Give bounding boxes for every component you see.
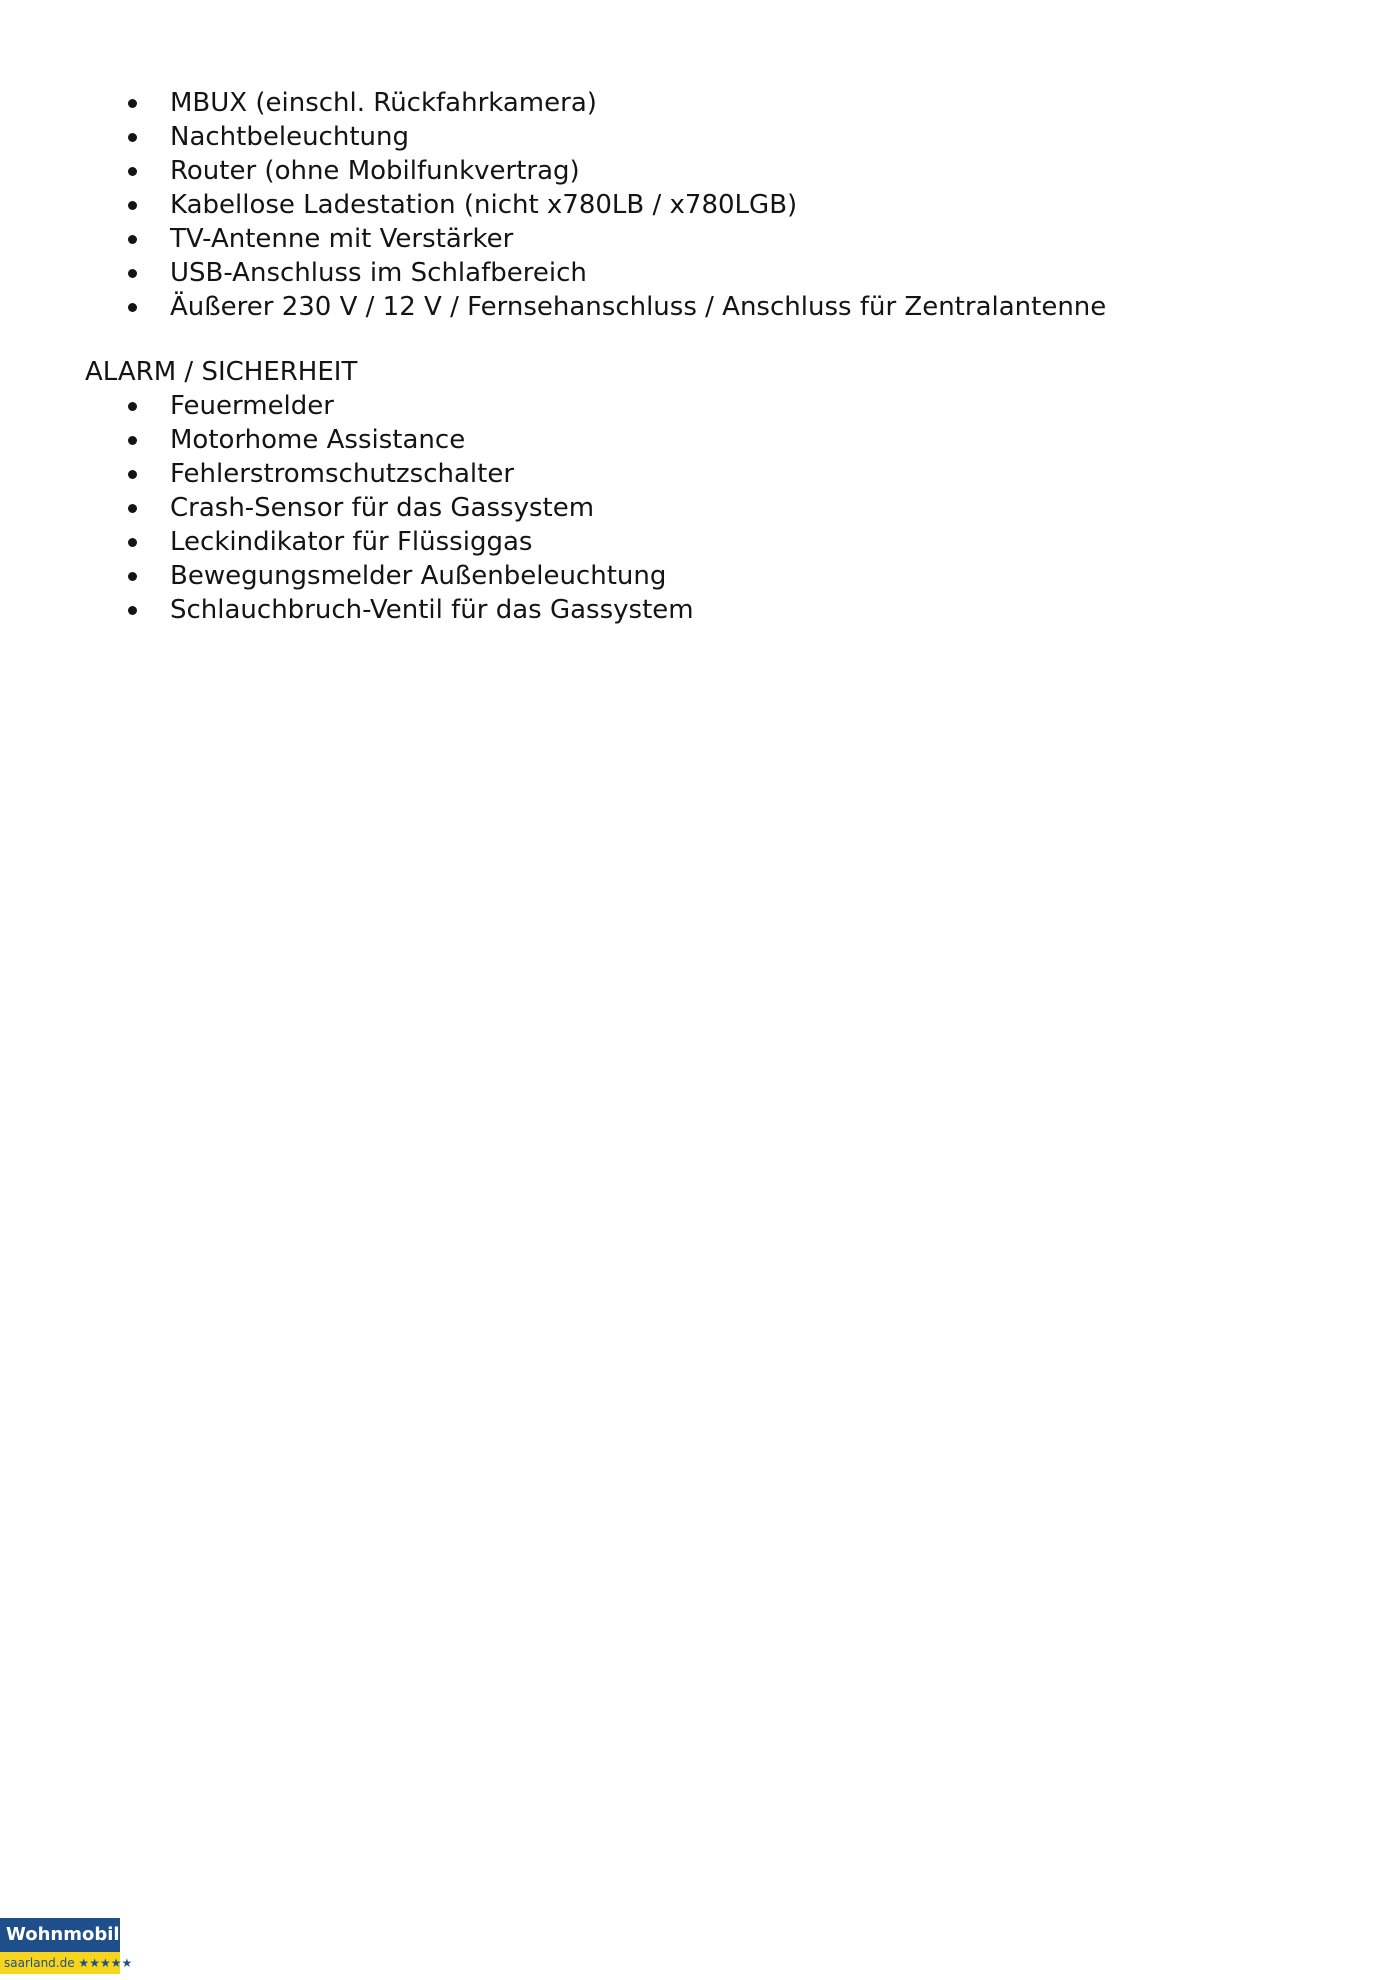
bullet-icon <box>128 167 137 176</box>
list-item-label: Äußerer 230 V / 12 V / Fernsehanschluss / Anschluss für Zentralantenne <box>170 292 1107 322</box>
bullet-icon <box>128 235 137 244</box>
list-item-label: Motorhome Assistance <box>170 425 466 455</box>
bullet-icon <box>128 436 137 445</box>
bullet-icon <box>128 269 137 278</box>
list-item-label: Leckindikator für Flüssiggas <box>170 527 533 557</box>
logo-domain: saarland.de ★★★★★ <box>0 1952 120 1974</box>
list-item-label: Feuermelder <box>170 391 334 421</box>
list-item-label: Schlauchbruch-Ventil für das Gassystem <box>170 595 694 625</box>
bullet-icon <box>128 303 137 312</box>
bullet-icon <box>128 606 137 615</box>
bullet-icon <box>128 572 137 581</box>
section-heading-alarm: ALARM / SICHERHEIT <box>85 357 358 387</box>
list-item-label: TV-Antenne mit Verstärker <box>170 224 514 254</box>
list-item-label: Router (ohne Mobilfunkvertrag) <box>170 156 580 186</box>
bullet-icon <box>128 201 137 210</box>
list-item-label: Nachtbeleuchtung <box>170 122 409 152</box>
bullet-icon <box>128 133 137 142</box>
logo-wordmark: Wohnmobile <box>0 1918 120 1952</box>
list-item-label: Crash-Sensor für das Gassystem <box>170 493 595 523</box>
bullet-icon <box>128 402 137 411</box>
list-item-label: MBUX (einschl. Rückfahrkamera) <box>170 88 597 118</box>
bullet-icon <box>128 99 137 108</box>
wohnmobile-saarland-logo <box>0 1918 133 1974</box>
list-item-label: Bewegungsmelder Außenbeleuchtung <box>170 561 667 591</box>
list-item-label: USB-Anschluss im Schlafbereich <box>170 258 587 288</box>
list-item-label: Kabellose Ladestation (nicht x780LB / x780LGB) <box>170 190 798 220</box>
bullet-icon <box>128 470 137 479</box>
bullet-icon <box>128 538 137 547</box>
bullet-icon <box>128 504 137 513</box>
list-item-label: Fehlerstromschutzschalter <box>170 459 515 489</box>
